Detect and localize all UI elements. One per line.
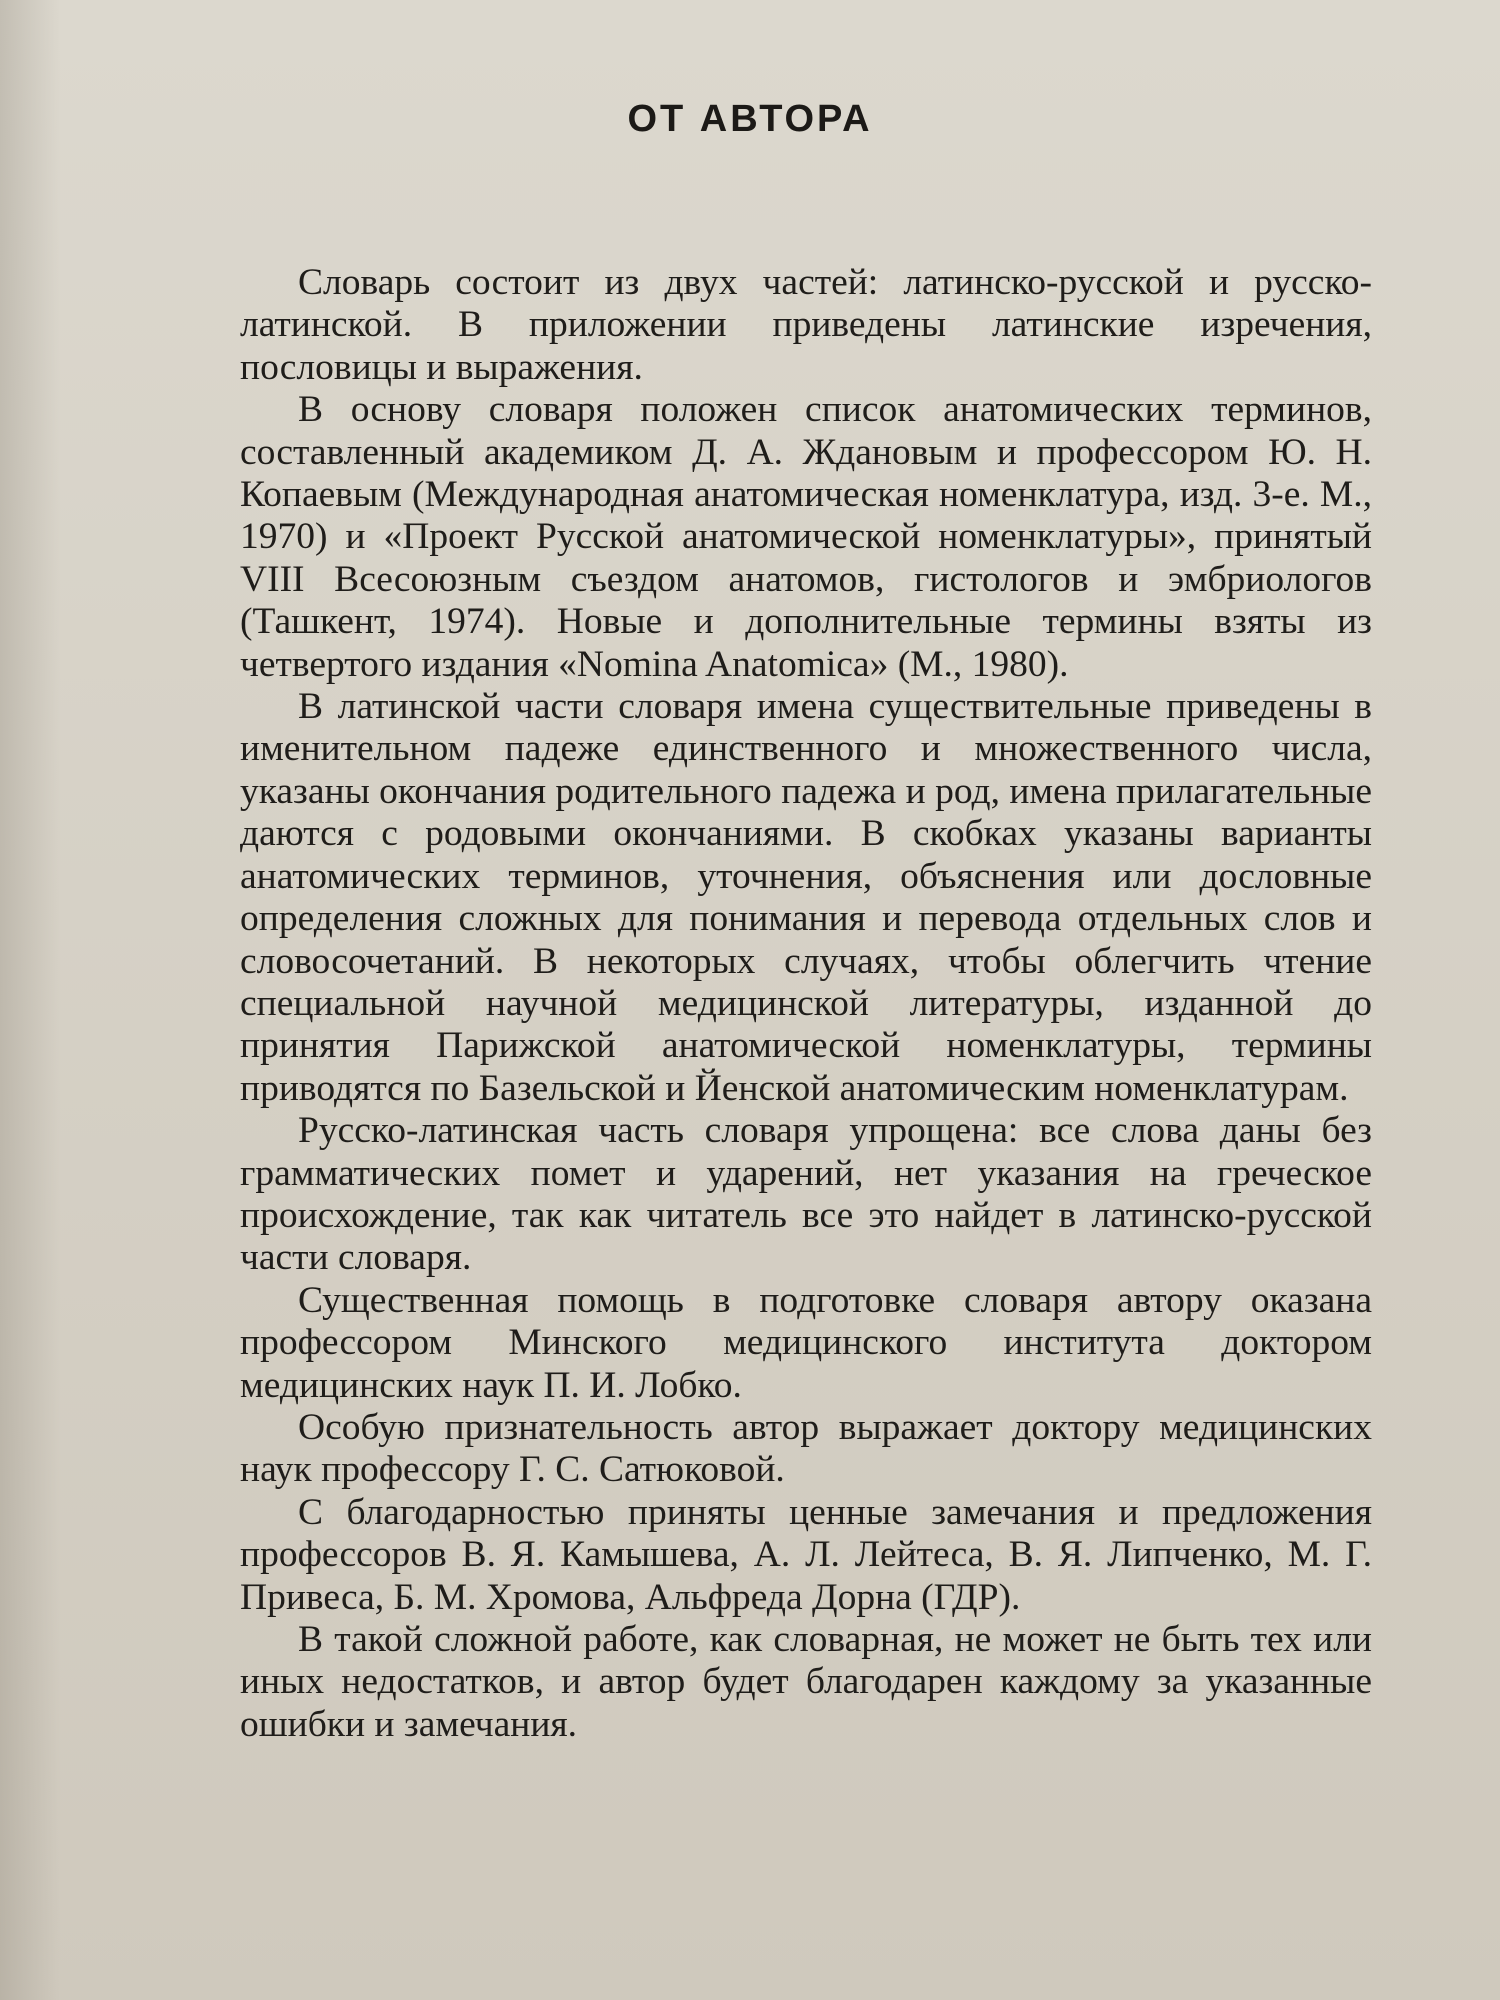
paragraph-russian-part: Русско-латинская часть словаря упрощена: все слова даны без грамматических помет и ударений, нет указания на греческое происхождение, так как читатель все это найдет в латинско-русской части словаря. <box>240 1110 1372 1279</box>
paragraph-acknowledgement-lobko: Существенная помощь в подготовке словаря автору оказана профессором Минского медицинского института доктором медицинских наук П. И. Лобко. <box>240 1279 1372 1406</box>
body-text <box>240 262 1372 1746</box>
paragraph-latin-part: В латинской части словаря имена существительные приведены в именительном падеже единственного и множественного числа, указаны окончания родительного падежа и род, имена прилагательные даются с родовыми окончаниями. В скобках указаны варианты анатомических терминов, уточнения, объяснения или дословные определения сложных для понимания и перевода отдельных слов и словосочетаний. В некоторых случаях, чтобы облегчить чтение специальной научной медицинской литературы, изданной до принятия Парижской анатомической номенклатуры, термины приводятся по Базельской и Йенской анатомическим номенклатурам. <box>240 686 1372 1109</box>
paragraph-closing: В такой сложной работе, как словарная, не может не быть тех или иных недостатков, и автор будет благодарен каждому за указанные ошибки и замечания. <box>240 1619 1372 1745</box>
page-title: ОТ АВТОРА <box>627 98 873 140</box>
paragraph-sources: В основу словаря положен список анатомических терминов, составленный академиком Д. А. Ждановым и профессором Ю. Н. Копаевым (Международная анатомическая номенклатура, изд. 3-е. М., 1970) и «Проект Русской анатомической номенклатуры», принятый VIII Всесоюзным съездом анатомов, гистологов и эмбриологов (Ташкент, 1974). Новые и дополнительные термины взяты из четвертого издания «Nomina Anatomica» (М., 1980). <box>240 389 1372 685</box>
paragraph-acknowledgement-professors: С благодарностью приняты ценные замечания и предложения профессоров В. Я. Камышева, А. Л. Лейтеса, В. Я. Липченко, М. Г. Привеса, Б. М. Хромова, Альфреда Дорна (ГДР). <box>240 1491 1372 1618</box>
paragraph-acknowledgement-satyukova: Особую признательность автор выражает доктору медицинских наук профессору Г. С. Сатюковой. <box>240 1406 1372 1491</box>
paragraph-dictionary-structure: Словарь состоит из двух частей: латинско-русской и русско-латинской. В приложении приведены латинские изречения, пословицы и выражения. <box>240 262 1372 388</box>
